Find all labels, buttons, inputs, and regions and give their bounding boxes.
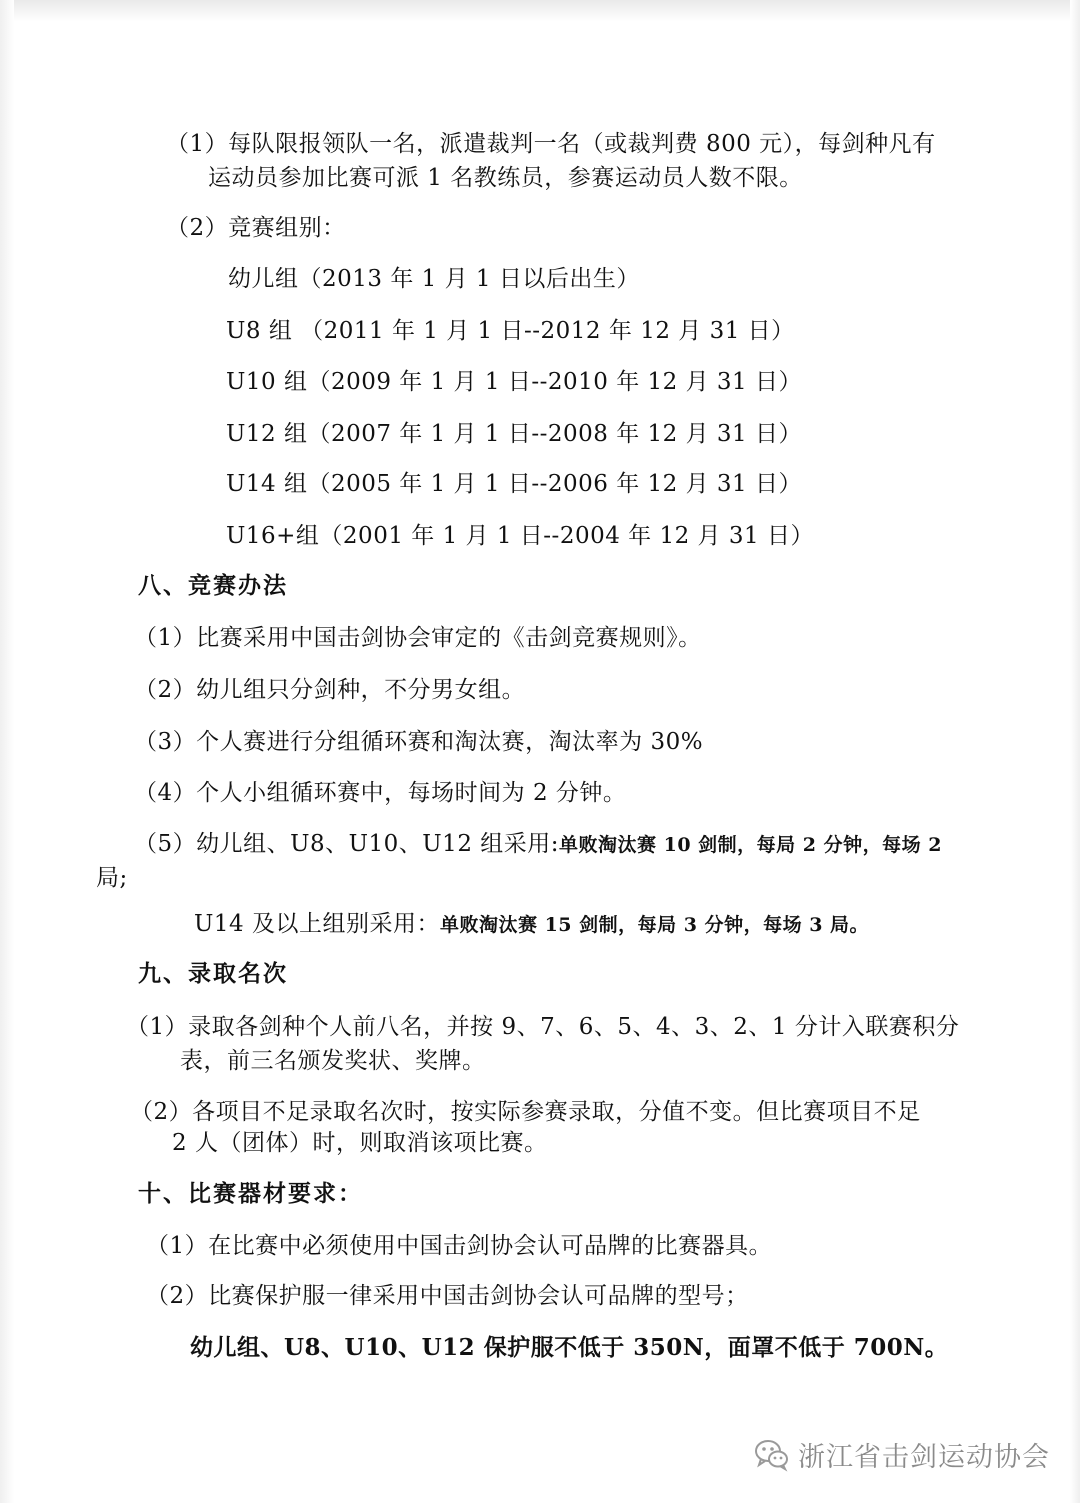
rule-1-line-1: （1）每队限报领队一名，派遣裁判一名（或裁判费 800 元），每剑种凡有 xyxy=(166,131,936,157)
section-10-item-1: （1）在比赛中必须使用中国击剑协会认可品牌的比赛器具。 xyxy=(146,1233,773,1259)
rule-2-competition-groups: （2）竞赛组别： xyxy=(166,215,346,241)
rule-1-line-2: 运动员参加比赛可派 1 名教练员，参赛运动员人数不限。 xyxy=(208,165,803,191)
group-item-u14: U14 组（2005 年 1 月 1 日--2006 年 12 月 31 日） xyxy=(226,471,802,497)
section-8-item-2: （2）幼儿组只分剑种，不分男女组。 xyxy=(134,677,526,703)
section-8-item-1: （1）比赛采用中国击剑协会审定的《击剑竞赛规则》。 xyxy=(134,625,702,651)
group-item-u10: U10 组（2009 年 1 月 1 日--2010 年 12 月 31 日） xyxy=(226,369,802,395)
section-8-item-4: （4）个人小组循环赛中，每场时间为 2 分钟。 xyxy=(134,780,627,806)
section-9-item-1-line-1: （1）录取各剑种个人前八名，并按 9、7、6、5、4、3、2、1 分计入联赛积分 xyxy=(126,1014,960,1040)
page-shadow-left xyxy=(0,0,14,1503)
section-8-heading: 八、竞赛办法 xyxy=(138,572,288,599)
group-item-u12: U12 组（2007 年 1 月 1 日--2008 年 12 月 31 日） xyxy=(226,421,802,447)
section-8-item-5 xyxy=(134,828,942,861)
group-item-u16: U16+组（2001 年 1 月 1 日--2004 年 12 月 31 日） xyxy=(226,523,814,549)
section-8-item-6 xyxy=(194,908,869,941)
section-9-heading: 九、录取名次 xyxy=(138,960,288,987)
section-10-note: 幼儿组、U8、U10、U12 保护服不低于 350N，面罩不低于 700N。 xyxy=(190,1334,949,1361)
section-9-item-2-line-1: （2）各项目不足录取名次时，按实际参赛录取，分值不变。但比赛项目不足 xyxy=(130,1099,921,1125)
section-10-item-2: （2）比赛保护服一律采用中国击剑协会认可品牌的型号； xyxy=(146,1283,749,1309)
section-10-heading: 十、比赛器材要求： xyxy=(138,1180,363,1207)
section-8-item-6-prefix: U14 及以上组别采用： xyxy=(194,911,440,937)
section-8-item-5-bold: 单败淘汰赛 10 剑制，每局 2 分钟，每场 2 xyxy=(559,834,942,856)
wechat-icon xyxy=(752,1434,792,1474)
watermark xyxy=(752,1432,1050,1476)
section-8-item-5-prefix: （5）幼儿组、U8、U10、U12 组采用: xyxy=(134,831,560,857)
section-9-item-1-line-2: 表，前三名颁发奖状、奖牌。 xyxy=(180,1048,486,1074)
section-9-item-2-line-2: 2 人（团体）时，则取消该项比赛。 xyxy=(172,1130,548,1156)
page-shadow-top xyxy=(0,0,1080,22)
section-8-item-3: （3）个人赛进行分组循环赛和淘汰赛，淘汰率为 30% xyxy=(134,729,704,755)
section-8-item-6-bold: 单败淘汰赛 15 剑制，每局 3 分钟，每场 3 局。 xyxy=(439,914,870,936)
watermark-text: 浙江省击剑运动协会 xyxy=(798,1441,1050,1473)
page-shadow-right xyxy=(1070,0,1080,1503)
group-item-toddler: 幼儿组（2013 年 1 月 1 日以后出生） xyxy=(228,266,640,292)
section-8-item-5-wrap: 局; xyxy=(96,865,128,891)
group-item-u8: U8 组 （2011 年 1 月 1 日--2012 年 12 月 31 日） xyxy=(226,318,795,344)
